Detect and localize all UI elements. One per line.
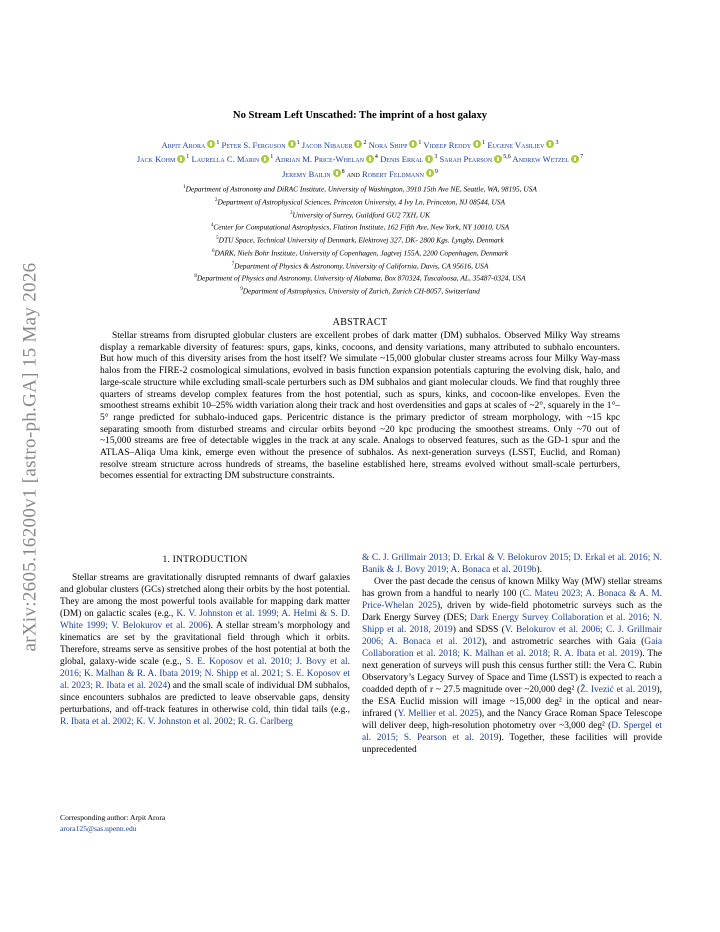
arxiv-stamp-text: arXiv:2605.16200v1 [astro-ph.GA] 15 May 2026 <box>19 262 40 652</box>
citation-link[interactable]: Gaia Collaboration et al. 2018; K. Malhan et al. 2018; R. A. Ibata et al. 2019 <box>362 637 662 659</box>
intro-paragraph-2 <box>362 576 662 756</box>
body-text: ), and the Nancy Grace Roman Space Telescope will deliver deep, high-resolution photometry over ~3,000 deg² ( <box>362 709 662 731</box>
affiliation-number: 4 <box>210 223 214 229</box>
author-affiliation-marker: 1 <box>482 140 486 146</box>
author-name[interactable]: Sarah Pearson <box>439 154 493 165</box>
affiliation-number: 1 <box>183 185 186 190</box>
orcid-icon[interactable] <box>425 155 433 163</box>
orcid-icon[interactable] <box>333 169 341 177</box>
author-name[interactable]: Eugene Vasiliev <box>487 139 545 150</box>
corresponding-email[interactable]: arora125@sas.upenn.edu <box>60 824 137 833</box>
orcid-icon[interactable] <box>571 155 579 163</box>
affiliation-number: 3 <box>290 210 293 216</box>
body-text: ) and SDSS ( <box>452 625 505 635</box>
affiliation-number: 8 <box>194 274 197 280</box>
affiliation-line <box>60 233 660 246</box>
author-name[interactable]: Jeremy Bailin <box>282 168 331 179</box>
body-text: ) and the small scale of individual DM subhalos, since encounters subhalos are predicted to leave observable gaps, density perturbations, and off-track features in otherwise cold, thin tidal tails (e.g., <box>60 681 350 715</box>
orcid-icon[interactable] <box>354 140 362 148</box>
author-name[interactable]: Arpit Arora <box>161 139 206 150</box>
section-heading: 1. INTRODUCTION <box>162 554 248 565</box>
affiliation-line <box>60 220 660 233</box>
citation-link[interactable]: Y. Mellier et al. 2025 <box>397 709 479 719</box>
affiliation-line <box>60 195 660 208</box>
intro-paragraph-1-continued <box>362 552 662 576</box>
author-line-3 <box>58 166 662 180</box>
body-text: ). The next generation of surveys will push this census further still: the Vera C. Rubin Observatory’s Legacy Survey of Space and Time (LSST) is expected to reach a coadded depth of r ~ 27.5 magnitude over ~20,000 deg² ( <box>362 649 663 695</box>
citation-link[interactable]: K. V. Johnston et al. 1999; A. Helmi & S. D. White 1999; V. Belokurov et al. 2006 <box>60 609 350 631</box>
author-name[interactable]: Nora Shipp <box>368 139 408 150</box>
citation-link[interactable]: Ž. Ivezić et al. 2019 <box>580 685 657 695</box>
affiliation-number: 9 <box>240 287 243 293</box>
affiliation-line <box>60 271 660 284</box>
author-affiliation-marker: 1 <box>186 154 190 161</box>
citation-link[interactable]: S. E. Koposov et al. 2010; J. Bovy et al. 2016; K. Malhan & R. A. Ibata 2019; N. Shipp et al. 2021; S. E. Koposov et al. 2023; R. Ibata et al. 2024 <box>60 657 350 691</box>
author-name[interactable]: Adrian M. Price-Whelan <box>274 154 364 165</box>
author-name[interactable]: Robert Feldmann <box>361 168 424 179</box>
orcid-icon[interactable] <box>494 155 502 163</box>
affiliation-text: University of Surrey, Guildford GU2 7XH, UK <box>292 210 430 219</box>
affiliation-text: Department of Astrophysical Sciences, Princeton University, 4 Ivy Ln, Princeton, NJ 08544, USA <box>217 197 506 207</box>
affiliation-number: 5 <box>216 236 219 242</box>
affiliation-text: Center for Computational Astrophysics, Flatiron Institute, 162 Fifth Ave, New York, NY 10010, USA <box>213 222 510 232</box>
author-name[interactable]: Andrew Wetzel <box>512 154 570 165</box>
affiliation-text: Department of Physics and Astronomy, University of Alabama, Box 870324, Tuscaloosa, AL, 35487-0324, USA <box>196 273 526 283</box>
right-column <box>362 552 662 756</box>
author-name[interactable]: Jacob Nibauer <box>301 139 353 150</box>
author-name[interactable]: Peter S. Ferguson <box>221 139 286 150</box>
abstract-heading: ABSTRACT <box>332 317 388 328</box>
author-affiliation-marker: 2 <box>363 140 367 146</box>
orcid-icon[interactable] <box>177 155 185 163</box>
orcid-icon[interactable] <box>426 169 434 177</box>
author-list <box>58 137 662 180</box>
author-affiliation-marker: 8 <box>341 168 345 175</box>
orcid-icon[interactable] <box>366 155 374 163</box>
affiliation-number: 6 <box>211 248 215 254</box>
body-text: Over the past decade the census of known Milky Way (MW) stellar streams has grown from a handful to nearly 100 ( <box>362 577 662 599</box>
affiliation-text: Department of Astronomy and DiRAC Institute, University of Washington, 3910 15th Ave NE, Seattle, WA, 98195, USA <box>185 184 537 194</box>
author-affiliation-marker: 4 <box>374 154 378 161</box>
citation-link[interactable]: Dark Energy Survey Collaboration et al. 2016; N. Shipp et al. 2018, 2019 <box>362 613 663 635</box>
author-and: and <box>344 168 362 179</box>
orcid-icon[interactable] <box>409 140 417 148</box>
arxiv-stamp <box>10 232 50 682</box>
author-affiliation-marker: 1 <box>418 140 422 146</box>
orcid-icon[interactable] <box>207 140 215 148</box>
left-column <box>60 552 350 728</box>
affiliation-number: 2 <box>214 197 218 203</box>
corresponding-author: Corresponding author: Arpit Arora <box>60 813 166 822</box>
affiliation-text: DTU Space, Technical University of Denmark, Elektrovej 327, DK- 2800 Kgs. Lyngby, Denmark <box>218 235 504 245</box>
orcid-icon[interactable] <box>473 140 481 148</box>
body-text: ), driven by wide-field photometric surveys such as the Dark Energy Survey (DES; <box>362 601 662 623</box>
author-name[interactable]: Laurella C. Marin <box>191 154 260 165</box>
citation-link[interactable]: & C. J. Grillmair 2013; D. Erkal & V. Belokurov 2015; D. Erkal et al. 2016; N. Banik & J. Bovy 2019; A. Bonaca et al. 2019b <box>362 553 662 575</box>
citation-link[interactable]: R. Ibata et al. 2002; K. V. Johnston et al. 2002; R. G. Carlberg <box>60 717 293 727</box>
affiliation-line <box>60 182 660 195</box>
affiliation-number: 7 <box>231 261 235 267</box>
author-affiliation-marker: 7 <box>580 154 584 161</box>
paper-title: No Stream Left Unscathed: The imprint of a host galaxy <box>232 110 488 121</box>
body-text: ). Together, these facilities will provide unprecedented <box>362 733 662 755</box>
body-text: ). <box>536 565 542 575</box>
citation-link[interactable]: V. Belokurov et al. 2006; C. J. Grillmair 2006; A. Bonaca et al. 2012 <box>362 625 662 647</box>
corresponding-author-footnote <box>60 812 350 834</box>
author-affiliation-marker: 1 <box>216 140 220 146</box>
author-name[interactable]: Jack Kohm <box>136 154 176 165</box>
body-text: Stellar streams are gravitationally disrupted remnants of dwarf galaxies and globular clusters (GCs) stretched along their orbits by the host potential. They are among the most powerful tools available for mapping dark matter (DM) on galactic scales (e.g., <box>60 573 350 619</box>
orcid-icon[interactable] <box>546 140 554 148</box>
author-line-2 <box>58 151 662 165</box>
author-affiliation-marker: 1 <box>296 140 300 146</box>
affiliation-line <box>60 259 660 272</box>
intro-paragraph-1 <box>60 572 350 728</box>
affiliation-text: Department of Astrophysics, University of Zurich, Zurich CH-8057, Switzerland <box>242 286 480 296</box>
affiliation-list <box>60 182 660 297</box>
body-text: ), and astrometric searches with Gaia ( <box>481 637 645 647</box>
author-name[interactable]: Videep Reddy <box>423 139 472 150</box>
affiliation-line <box>60 246 660 259</box>
affiliation-line <box>60 284 660 297</box>
orcid-icon[interactable] <box>261 155 269 163</box>
affiliation-text: DARK, Niels Bohr Institute, University of Copenhagen, Jagtvej 155A, 2200 Copenhagen, Denmark <box>214 248 509 258</box>
citation-link[interactable]: D. Spergel et al. 2015; S. Pearson et al. 2019 <box>362 721 662 743</box>
author-affiliation-marker: 1 <box>270 154 274 161</box>
author-affiliation-marker: 9 <box>434 168 438 175</box>
citation-link[interactable]: C. Mateu 2023; A. Bonaca & A. M. Price-Whelan 2025 <box>362 589 663 611</box>
author-line-1 <box>58 137 662 151</box>
orcid-icon[interactable] <box>288 140 296 148</box>
body-text: ), the ESA Euclid mission will image ~15,000 deg² in the optical and near-infrared ( <box>362 685 663 719</box>
author-affiliation-marker: 3 <box>434 154 438 161</box>
affiliation-line <box>60 208 660 221</box>
abstract-text: Stellar streams from disrupted globular clusters are excellent probes of dark matter (DM) subhalos. Observed Milky Way streams display a remarkable diversity of features: spurs, gaps, kinks, cocoons, and density variations, many attributed to subhalo encounters. But how much of this diversity arises from the host itself? We simulate ~15,000 globular cluster streams across four Milky Way-mass halos from the FIRE-2 cosmological simulations, evolved in basis function expansion potentials capturing the evolving disk, halo, and large-scale structure while excluding small-scale perturbers such as DM subhalos and giant molecular clouds. We find that roughly three quarters of streams develop complex features from the host potential, such as spurs, kinks, and cocoon-like envelopes. Even the smoothest streams exhibit 10–25% width variation along their track and host overdensities and gaps at scales of ~2°, squarely in the 1°–5° range predicted for subhalo-induced gaps. Pericentric distance is the primary predictor of stream morphology, with ~15 kpc separating smooth from disturbed streams and circular orbits beyond ~20 kpc producing the smoothest streams. Only ~70 out of ~15,000 streams are free of detectable wiggles in the track at any scale. Analogs to observed features, such as the GD-1 spur and the ATLAS–Aliqa Uma kink, emerge even without the presence of subhalos. As next-generation surveys (LSST, Euclid, and Roman) resolve stream structure across hundreds of streams, the baseline established here, streams evolved without small-scale perturbers, becomes essential for extracting DM substructure constraints. <box>100 331 620 482</box>
author-affiliation-marker: 5,6 <box>503 154 511 161</box>
body-text: ). A stellar stream’s morphology and kinematics are set by the gravitational field through which it orbits. Therefore, streams serve as sensitive probes of the host potential at both the global, galaxy-wide scale (e.g., <box>60 621 350 667</box>
author-name[interactable]: Denis Erkal <box>380 154 424 165</box>
author-affiliation-marker: 3 <box>555 140 559 146</box>
affiliation-text: Department of Physics & Astronomy, University of California, Davis, CA 95616, USA <box>234 261 489 271</box>
